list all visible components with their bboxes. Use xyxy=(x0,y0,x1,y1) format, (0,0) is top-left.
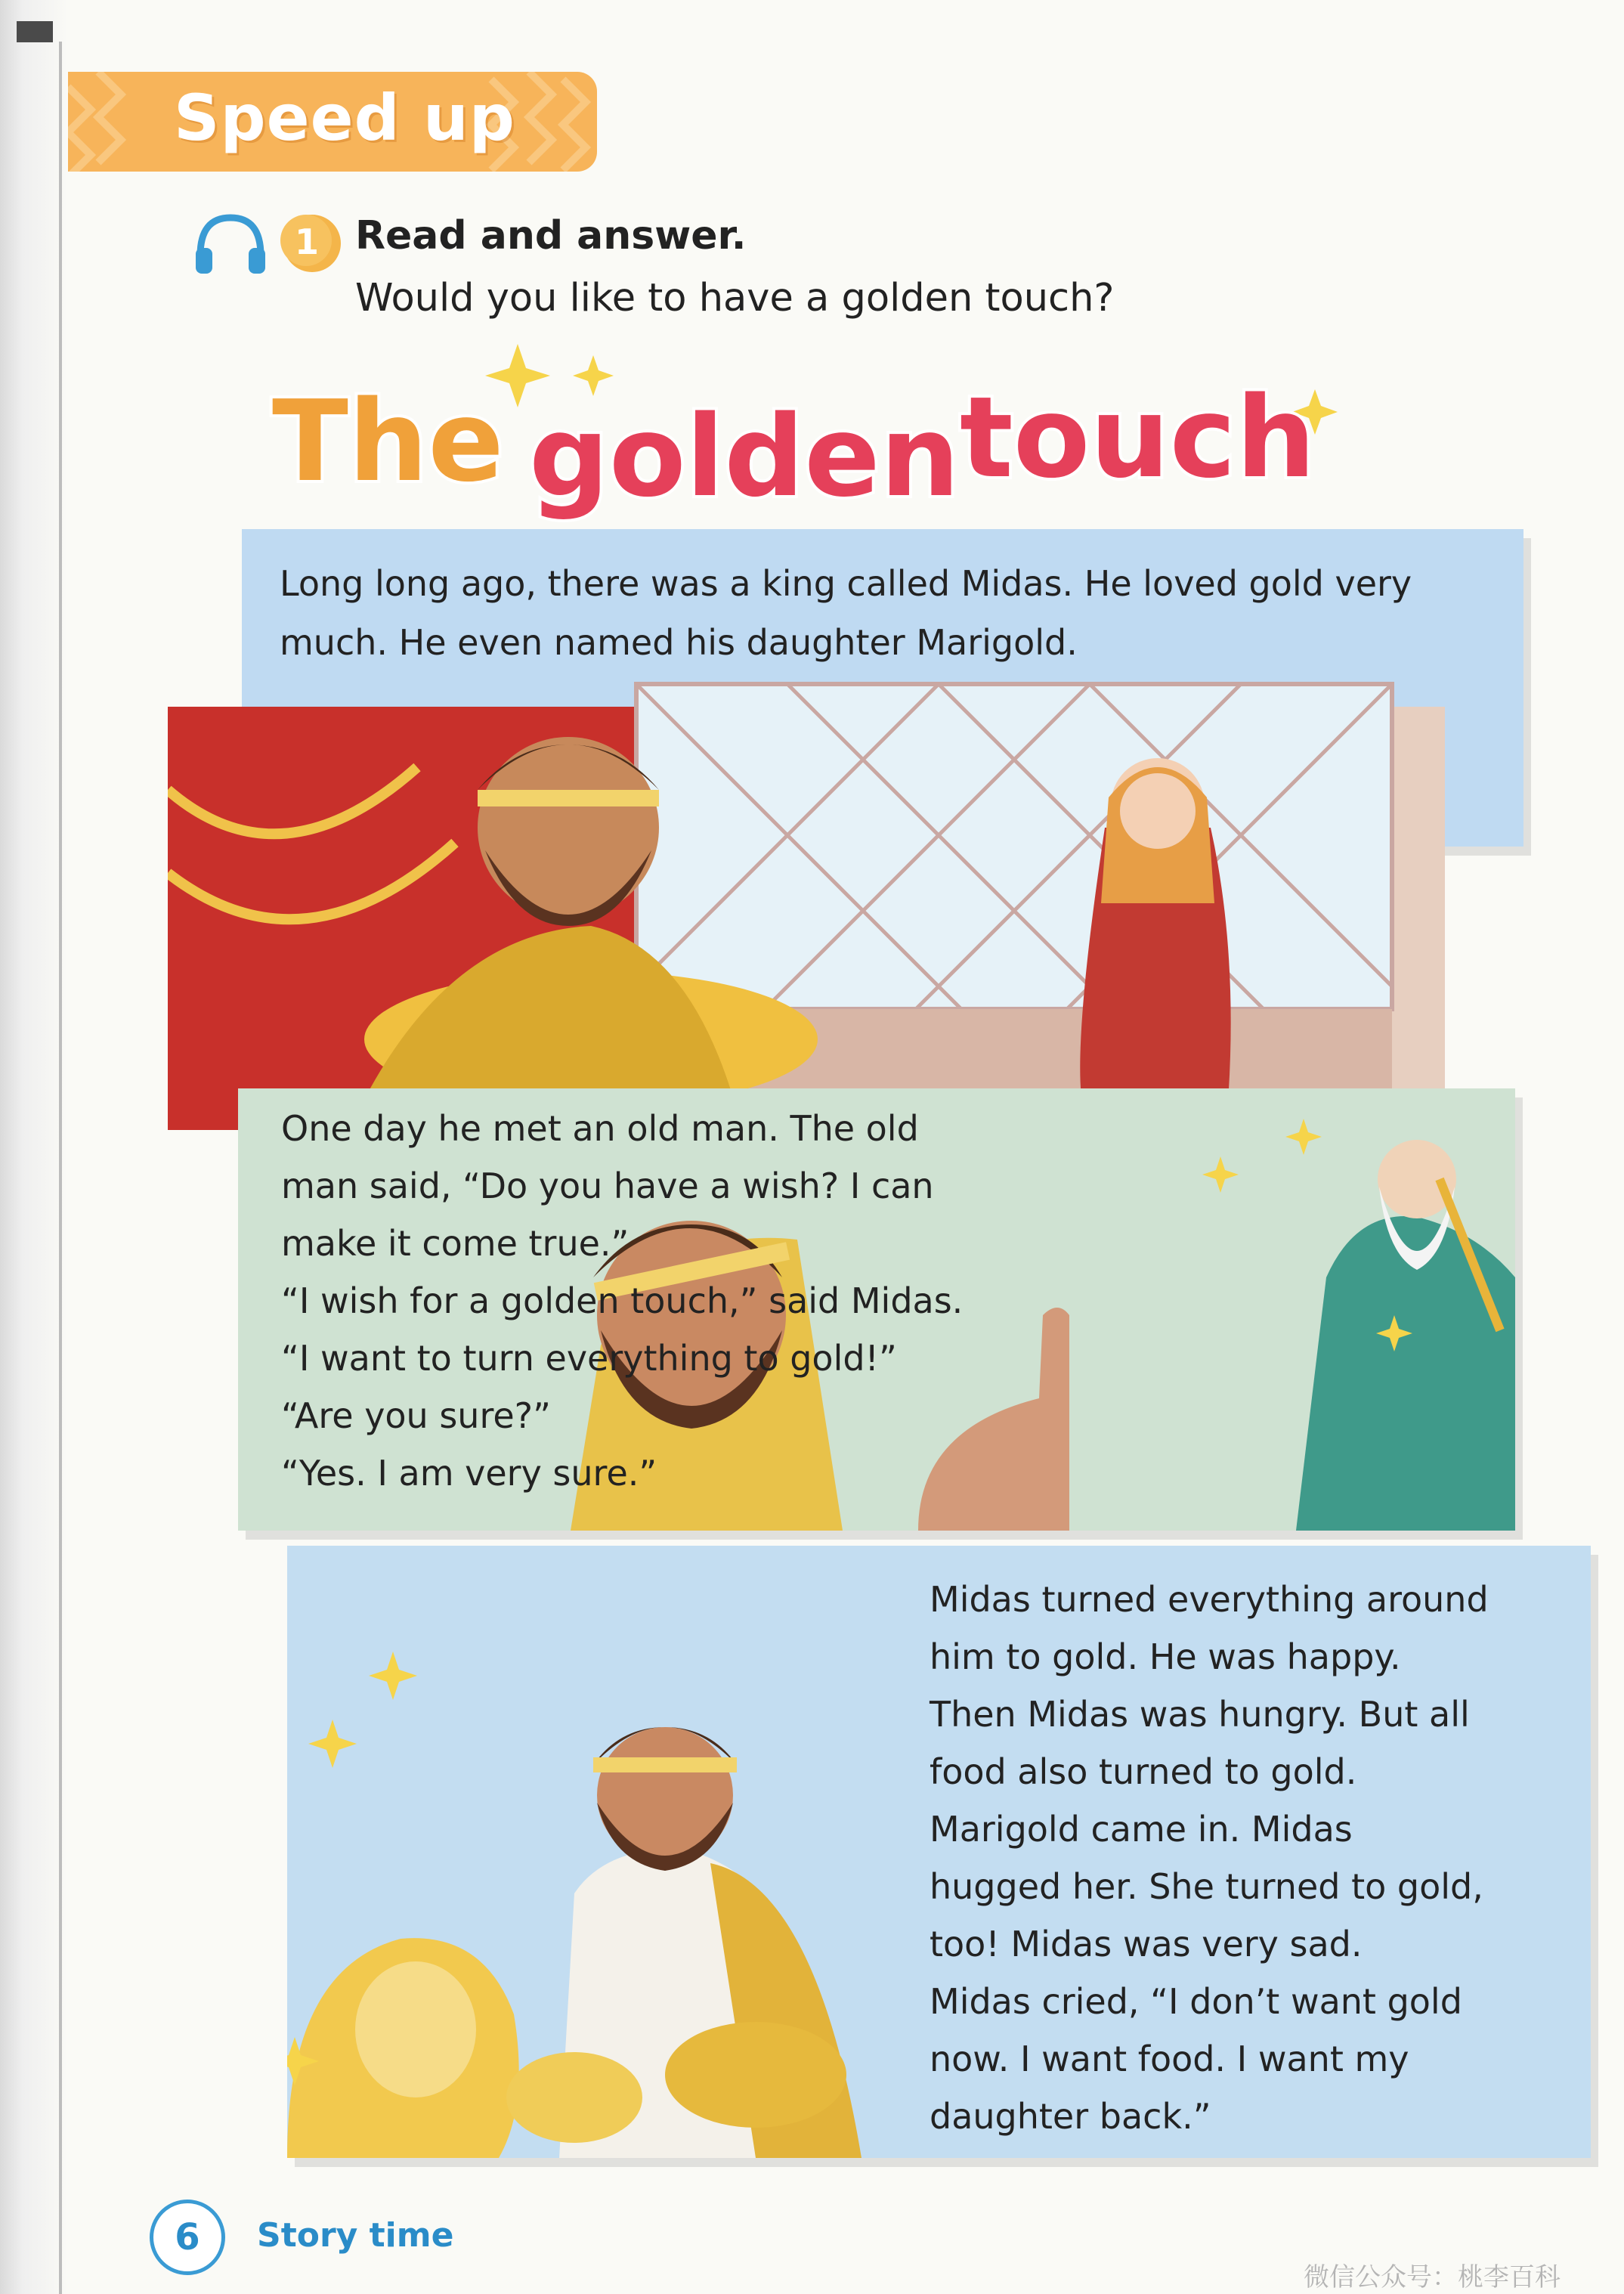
page-corner-mark xyxy=(17,21,53,42)
title-word-golden: golden xyxy=(529,392,960,522)
panel-3-line: hugged her. She turned to gold, xyxy=(930,1866,1483,1907)
panel-1-line: much. He even named his daughter Marigold. xyxy=(280,622,1078,663)
activity-instruction: Read and answer. xyxy=(355,213,747,259)
panel-3-line: Then Midas was hungry. But all xyxy=(930,1694,1470,1735)
panel-2-line: “Yes. I am very sure.” xyxy=(281,1453,657,1494)
page-edge-line xyxy=(59,42,62,2294)
headphones-icon xyxy=(196,218,265,274)
panel-2-line: make it come true.” xyxy=(281,1223,629,1264)
title-word-the: The xyxy=(272,376,504,506)
footer-section-label: Story time xyxy=(257,2216,454,2255)
title-word-touch: touch xyxy=(960,373,1316,503)
book-spine xyxy=(0,0,68,2294)
watermark: 微信公众号：桃李百科 xyxy=(1304,2262,1561,2292)
page-number: 6 xyxy=(150,2200,225,2275)
panel-3-line: him to gold. He was happy. xyxy=(930,1636,1401,1677)
activity-question: Would you like to have a golden touch? xyxy=(355,276,1115,320)
story-title xyxy=(257,344,1390,533)
panel-3-line: too! Midas was very sad. xyxy=(930,1924,1363,1964)
panel-2-line: “Are you sure?” xyxy=(281,1395,551,1436)
panel-1-line: Long long ago, there was a king called Midas. He loved gold very xyxy=(280,563,1412,604)
activity-icons xyxy=(193,210,344,281)
panel-3-line: Midas cried, “I don’t want gold xyxy=(930,1981,1462,2022)
section-banner xyxy=(68,72,597,172)
activity-number: 1 xyxy=(294,221,320,262)
panel-3-line: Marigold came in. Midas xyxy=(930,1809,1353,1850)
panel-3-text xyxy=(930,1571,1489,2145)
panel-3-line: Midas turned everything around xyxy=(930,1579,1489,1620)
panel-2-line: man said, “Do you have a wish? I can xyxy=(281,1166,934,1206)
panel-2-line: “I wish for a golden touch,” said Midas. xyxy=(281,1280,964,1321)
panel-1-text xyxy=(280,554,1412,672)
panel-2-line: “I want to turn everything to gold!” xyxy=(281,1338,897,1379)
panel-2-text xyxy=(281,1100,963,1502)
panel-3-line: food also turned to gold. xyxy=(930,1751,1357,1792)
panel-3-line: now. I want food. I want my xyxy=(930,2039,1409,2079)
illustration-midas-gold xyxy=(168,676,1445,1153)
section-banner-title: Speed up xyxy=(174,81,515,155)
number-badge xyxy=(280,215,341,272)
panel-2-line: One day he met an old man. The old xyxy=(281,1108,919,1149)
panel-3-line: daughter back.” xyxy=(930,2096,1211,2137)
